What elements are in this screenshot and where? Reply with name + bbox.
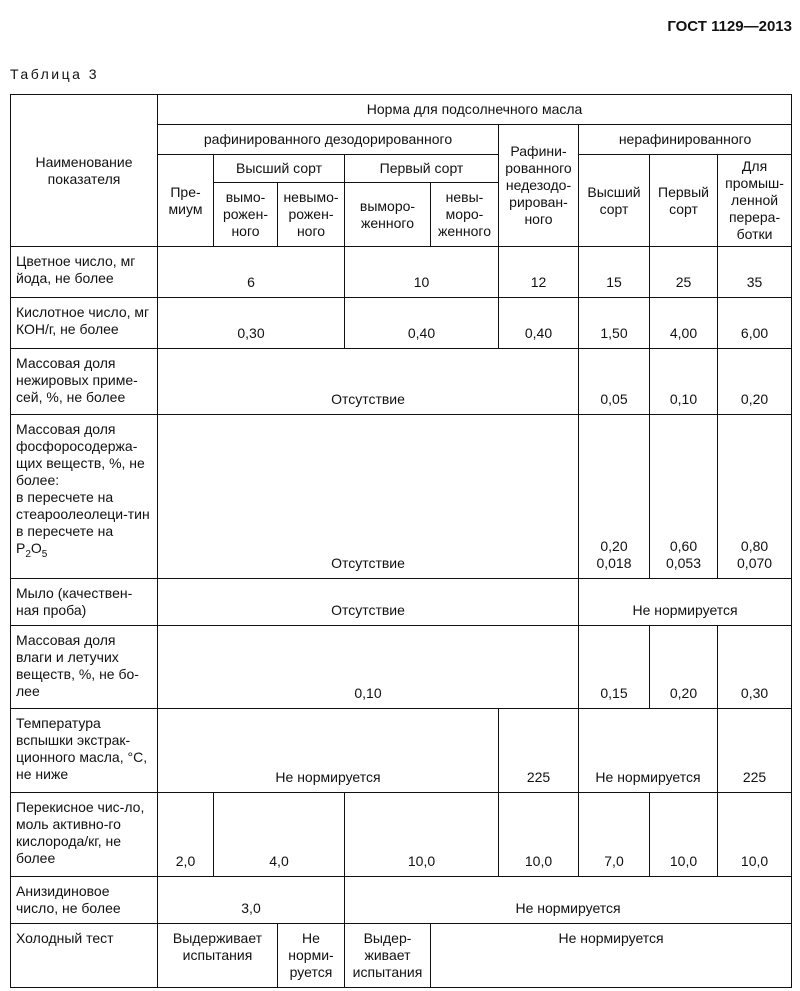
formula-sub: 5 xyxy=(41,548,48,560)
table-row xyxy=(11,349,792,415)
refined-deodorized-header: рафинированного дезодорированного xyxy=(158,125,499,155)
not-frozen-header: невымо-рожен-ного xyxy=(278,183,345,247)
table-cell: 2,0 xyxy=(158,793,214,877)
phosphorus-name-line: в пересчете на стеароолеолеци-тин xyxy=(16,489,150,522)
formula-sub: 2 xyxy=(25,548,31,560)
table-cell: Не норми-руется xyxy=(278,924,345,988)
table-cell: 0,10 xyxy=(650,349,718,415)
frozen-first-header: выморо-женного xyxy=(345,183,431,247)
cell-value: 0,80 xyxy=(740,538,769,554)
table-cell: 10,0 xyxy=(499,793,579,877)
premium-header: Пре-миум xyxy=(158,155,214,247)
table-row xyxy=(11,415,792,579)
phosphorus-name-line: в пересчете на xyxy=(16,523,114,539)
table-cell: Отсутствие xyxy=(158,349,579,415)
table-cell: 6 xyxy=(158,247,345,298)
table-cell: Не нормируется xyxy=(579,579,792,626)
industrial-header: Для промыш-ленной перера-ботки xyxy=(718,155,792,247)
table-cell xyxy=(718,415,792,579)
table-row xyxy=(11,579,792,626)
table-row xyxy=(11,924,792,988)
table-cell: 0,20 xyxy=(650,626,718,709)
table-cell: Не нормируется xyxy=(579,709,718,793)
table-cell: 15 xyxy=(579,247,650,298)
row-name-phosphorus xyxy=(11,415,158,579)
header-row xyxy=(11,95,792,125)
row-name-acid: Кислотное число, мг КОН/г, не более xyxy=(11,298,158,349)
formula-part: P xyxy=(16,540,26,556)
norms-table xyxy=(10,94,792,988)
table-cell: Отсутствие xyxy=(158,579,579,626)
table-row xyxy=(11,626,792,709)
table-cell: Не нормируется xyxy=(158,709,499,793)
first-grade-header: Первый сорт xyxy=(345,155,499,183)
table-cell: 10 xyxy=(345,247,499,298)
refined-not-deodorized-header: Рафини-рованного недезодо-рирован-ного xyxy=(499,125,579,247)
table-cell: 10,0 xyxy=(650,793,718,877)
table-cell: 4,00 xyxy=(650,298,718,349)
table-cell: 35 xyxy=(718,247,792,298)
table-cell: 25 xyxy=(650,247,718,298)
table-cell: Не нормируется xyxy=(345,877,792,924)
frozen-header: вымо-рожен-ного xyxy=(214,183,278,247)
table-cell: 12 xyxy=(499,247,579,298)
table-cell: 0,40 xyxy=(499,298,579,349)
table-cell: 4,0 xyxy=(214,793,345,877)
table-cell: 7,0 xyxy=(579,793,650,877)
table-cell xyxy=(650,415,718,579)
row-name-cold-test: Холодный тест xyxy=(11,924,158,988)
table-cell: Выдерживает испытания xyxy=(158,924,278,988)
phosphorus-name-line: Массовая доля фосфоросодержа-щих веществ, %, не более: xyxy=(16,421,145,488)
table-cell: 0,20 xyxy=(718,349,792,415)
unrefined-first-header: Первый сорт xyxy=(650,155,718,247)
table-row xyxy=(11,709,792,793)
table-cell: 0,10 xyxy=(158,626,579,709)
table-cell: 0,05 xyxy=(579,349,650,415)
indicator-header: Наименование показателя xyxy=(11,95,158,247)
unrefined-header: нерафинированного xyxy=(579,125,792,155)
table-cell: 0,15 xyxy=(579,626,650,709)
table-cell: 1,50 xyxy=(579,298,650,349)
row-name-color: Цветное число, мг йода, не более xyxy=(11,247,158,298)
cell-value: 0,070 xyxy=(737,555,773,571)
row-name-anisidine: Анизидиновое число, не более xyxy=(11,877,158,924)
table-caption: Таблица 3 xyxy=(10,66,100,82)
row-name-moisture: Массовая доля влаги и летучих веществ, %, не бо-лее xyxy=(11,626,158,709)
table-cell: 0,30 xyxy=(718,626,792,709)
cell-value: 0,60 xyxy=(669,538,698,554)
p2o5-formula xyxy=(16,540,152,560)
row-name-soap: Мыло (качествен-ная проба) xyxy=(11,579,158,626)
table-row xyxy=(11,877,792,924)
row-name-impurities: Массовая доля нежировых приме-сей, %, не более xyxy=(11,349,158,415)
table-cell: 6,00 xyxy=(718,298,792,349)
table-cell: 0,40 xyxy=(345,298,499,349)
norm-header: Норма для подсолнечного масла xyxy=(158,95,792,125)
cell-value: 0,053 xyxy=(665,555,702,571)
table-cell: 10,0 xyxy=(345,793,499,877)
highest-grade-header: Высший сорт xyxy=(214,155,345,183)
cell-value: 0,018 xyxy=(596,555,632,571)
table-row xyxy=(11,247,792,298)
table-cell: Отсутствие xyxy=(158,415,579,579)
table-cell: Не нормируется xyxy=(431,924,792,988)
table-cell: Выдер-живает испытания xyxy=(345,924,431,988)
table-cell: 225 xyxy=(499,709,579,793)
table-row xyxy=(11,793,792,877)
unrefined-highest-header: Высший сорт xyxy=(579,155,650,247)
row-name-flash: Температура вспышки экстрак-ционного масла, °С, не ниже xyxy=(11,709,158,793)
formula-part: O xyxy=(30,540,42,556)
table-cell xyxy=(579,415,650,579)
table-cell: 3,0 xyxy=(158,877,345,924)
standard-code: ГОСТ 1129—2013 xyxy=(667,18,792,35)
table-row xyxy=(11,298,792,349)
table-cell: 0,30 xyxy=(158,298,345,349)
cell-value: 0,20 xyxy=(600,538,628,554)
row-name-peroxide: Перекисное чис-ло, моль активно-го кислорода/кг, не более xyxy=(11,793,158,877)
not-frozen-first-header: невы-моро-женного xyxy=(431,183,499,247)
table-cell: 10,0 xyxy=(718,793,792,877)
table-cell: 225 xyxy=(718,709,792,793)
